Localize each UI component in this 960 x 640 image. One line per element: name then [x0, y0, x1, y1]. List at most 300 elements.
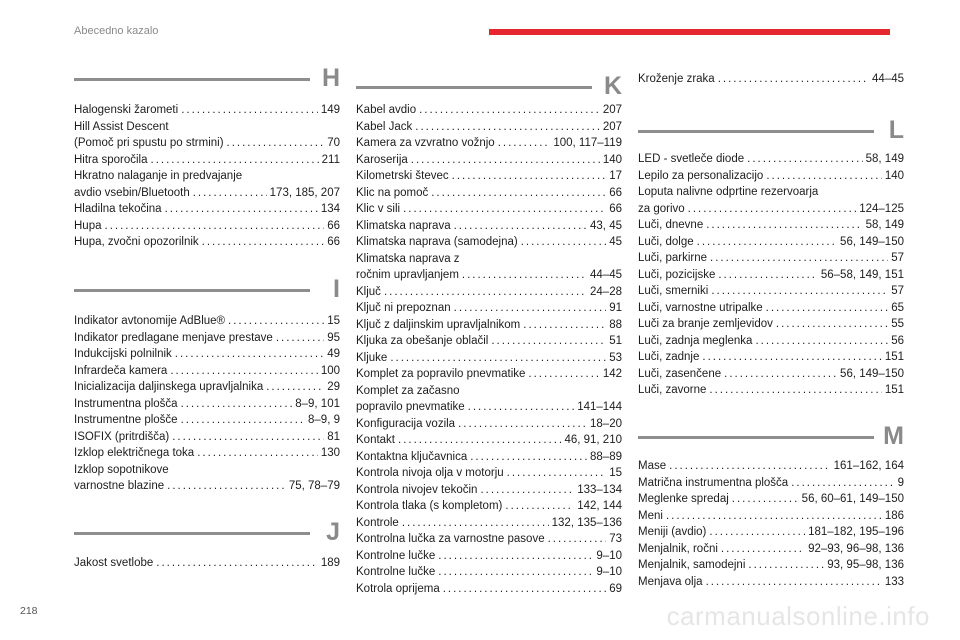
letter-rule	[74, 289, 310, 292]
dot-leader	[732, 491, 799, 508]
index-entry	[356, 168, 622, 185]
dot-leader	[458, 416, 587, 433]
letter-rule	[74, 532, 310, 535]
entries-l	[638, 151, 904, 399]
letter-heading-i	[74, 277, 340, 307]
index-entry-pages: 57	[891, 285, 904, 297]
index-entry	[356, 135, 622, 152]
index-entry-label: Kontrola nivoja olja v motorju	[356, 467, 504, 479]
dot-leader	[276, 330, 324, 347]
index-entry-pages: 55	[891, 318, 904, 330]
index-entry-pages: 95	[327, 331, 340, 344]
index-entry-lead: Hkratno nalaganje in predvajanje	[74, 170, 243, 182]
letter-rule	[638, 436, 874, 439]
index-entry-pages: 9–10	[596, 566, 622, 578]
index-entry	[74, 412, 340, 429]
dot-leader	[748, 557, 824, 574]
index-entry-pages: 56, 149–150	[840, 235, 904, 248]
entries-k-continued	[638, 71, 904, 88]
index-entry-pages: 92–93, 96–98, 136	[808, 542, 904, 555]
dot-leader	[718, 71, 869, 88]
dot-leader	[724, 366, 837, 383]
index-entry-label: avdio vsebin/Bluetooth	[74, 186, 190, 199]
index-entry-label: Ključ	[356, 285, 381, 298]
index-entry-label: popravilo pnevmatike	[356, 401, 465, 413]
dot-leader	[462, 267, 587, 284]
index-entry	[74, 330, 340, 347]
dot-leader	[718, 267, 818, 284]
index-entry-label: Klic v sili	[356, 203, 401, 215]
index-entry-pages: 207	[602, 104, 622, 116]
index-entry-label: Ključ z daljinskim upravljalnikom	[356, 318, 521, 331]
letter-j: J	[326, 518, 340, 546]
index-entry	[638, 508, 904, 525]
dot-leader	[454, 218, 587, 235]
index-entry-pages: 15	[327, 315, 340, 327]
index-entry-label: varnostne blazine	[74, 480, 165, 492]
index-entry-pages: 181–182, 195–196	[808, 526, 904, 538]
dot-leader	[431, 185, 606, 202]
index-entry-label: Hupa	[74, 219, 102, 232]
index-entry-label: Luči za branje zemljevidov	[638, 318, 773, 330]
index-entry-label: Kabel avdio	[356, 104, 417, 116]
index-entry	[356, 119, 622, 136]
index-entry	[74, 346, 340, 363]
index-entry-pages: 142, 144	[577, 500, 622, 512]
index-entry	[638, 201, 904, 218]
index-entry-pages: 132, 135–136	[551, 516, 622, 529]
index-entry	[356, 531, 622, 548]
index-entry	[356, 234, 622, 251]
page-number: 218	[20, 605, 38, 617]
index-entry	[356, 399, 622, 416]
index-entry-pages: 140	[602, 153, 622, 166]
index-entry-label: Luči, parkirne	[638, 252, 708, 264]
entries-i	[74, 313, 340, 495]
index-entry	[356, 581, 622, 598]
letter-heading-j	[74, 520, 340, 550]
dot-leader	[443, 581, 606, 598]
index-entry	[356, 482, 622, 499]
entries-m	[638, 458, 904, 590]
dot-leader	[228, 313, 324, 330]
dot-leader	[711, 283, 888, 300]
index-entry-label: Luči, varnostne utripalke	[638, 301, 763, 314]
index-entry-label: Kontrolne lučke	[356, 549, 436, 562]
index-entry	[356, 300, 622, 317]
dot-leader	[175, 346, 324, 363]
index-entry-label: Kilometrski števec	[356, 170, 449, 182]
index-entry-pages: 173, 185, 207	[269, 186, 340, 199]
index-entry-label: Kontrola tlaka (s kompletom)	[356, 500, 503, 512]
dot-leader	[507, 465, 607, 482]
index-entry-pages: 53	[609, 351, 622, 364]
dot-leader	[384, 284, 587, 301]
index-entry-label: Kroženje zraka	[638, 73, 715, 85]
dot-leader	[156, 555, 318, 572]
index-entry-label: LED - svetleče diode	[638, 153, 745, 165]
index-entry	[356, 218, 622, 235]
dot-leader	[669, 458, 831, 475]
index-entry	[638, 283, 904, 300]
dot-leader	[697, 234, 837, 251]
index-entry	[356, 498, 622, 515]
index-entry-pages: 8–9, 101	[295, 397, 340, 410]
index-entry	[356, 564, 622, 581]
index-entry-pages: 211	[321, 153, 340, 166]
dot-leader	[398, 432, 561, 449]
index-entry-pages: 17	[609, 170, 622, 182]
index-entry-pages: 56, 149–150	[840, 367, 904, 380]
index-entry	[638, 71, 904, 88]
index-entry-pages: 134	[320, 203, 340, 215]
dot-leader	[181, 102, 318, 119]
dot-leader	[411, 152, 600, 169]
dot-leader	[167, 478, 286, 495]
index-entry-label: za gorivo	[638, 202, 685, 215]
index-entry-pages: 88–89	[590, 450, 622, 463]
letter-l: L	[888, 116, 904, 144]
index-entry	[356, 201, 622, 218]
letter-heading-k	[356, 74, 622, 104]
index-entry	[638, 234, 904, 251]
letter-m: M	[883, 422, 904, 450]
index-entry	[638, 475, 904, 492]
index-entry-lead: Hill Assist Descent	[74, 120, 169, 133]
index-entry	[638, 316, 904, 333]
letter-k: K	[603, 72, 622, 100]
index-entry	[638, 349, 904, 366]
index-entry-pages: 44–45	[872, 73, 904, 85]
index-entry-pages: 124–125	[859, 202, 904, 215]
index-entry-label: Lepilo za personalizacijo	[638, 169, 764, 182]
index-entry	[74, 555, 340, 572]
index-entry-pages: 56–58, 149, 151	[820, 268, 904, 281]
index-entry-pages: 65	[891, 301, 904, 314]
index-entry-pages: 46, 91, 210	[564, 434, 622, 446]
index-entry-label: Karoserija	[356, 153, 408, 166]
index-entry-pages: 186	[884, 509, 904, 522]
index-entry	[356, 267, 622, 284]
dot-leader	[452, 168, 607, 185]
index-entry-label: Kontrolna lučka za varnostne pasove	[356, 533, 545, 545]
index-entry	[74, 313, 340, 330]
index-entry-lead: Komplet za začasno	[356, 384, 460, 397]
dot-leader	[193, 185, 267, 202]
dot-leader	[266, 379, 324, 396]
index-entry-label: Luči, zadnje	[638, 351, 700, 363]
index-entry-pages: 66	[327, 236, 340, 248]
letter-rule	[356, 86, 592, 89]
index-entry	[638, 250, 904, 267]
dot-leader	[390, 350, 606, 367]
index-entry	[356, 350, 622, 367]
index-entry	[638, 524, 904, 541]
index-entry-label: Luči, pozicijske	[638, 268, 716, 281]
header-accent-bar	[489, 29, 890, 35]
index-entry-pages: 207	[602, 120, 622, 133]
index-entry-pages: 51	[609, 335, 622, 347]
index-entry-label: Klimatska naprava (samodejna)	[356, 236, 518, 248]
index-entry-pages: 140	[884, 169, 904, 182]
index-entry-label: Matrična instrumentna plošča	[638, 476, 789, 489]
index-entry-pages: 75, 78–79	[288, 480, 340, 492]
letter-rule	[74, 78, 310, 81]
index-entry	[74, 201, 340, 218]
index-entry-label: Menjalnik, ročni	[638, 542, 718, 555]
index-entry-label: Hupa, zvočni opozorilnik	[74, 236, 199, 248]
index-entry	[356, 102, 622, 119]
dot-leader	[747, 151, 863, 168]
index-entry-pages: 70	[327, 137, 340, 149]
dot-leader	[548, 531, 607, 548]
letter-rule	[638, 130, 874, 133]
index-entry-label: Kljuke	[356, 351, 388, 364]
index-entry-label: Klimatska naprava	[356, 219, 451, 232]
entries-j	[74, 555, 340, 572]
dot-leader	[706, 574, 882, 591]
dot-leader	[721, 541, 805, 558]
dot-leader	[402, 515, 549, 532]
dot-leader	[523, 317, 606, 334]
index-entry-label: Instrumentna plošča	[74, 397, 178, 410]
index-entry-label: Kotrola oprijema	[356, 582, 440, 595]
index-entry-pages: 73	[609, 533, 622, 545]
dot-leader	[470, 449, 587, 466]
index-entry-pages: 189	[320, 557, 340, 569]
dot-leader	[170, 363, 317, 380]
index-entry	[74, 135, 340, 152]
index-entry	[74, 234, 340, 251]
index-entry	[74, 102, 340, 119]
index-entry-label: Infrardeča kamera	[74, 364, 168, 377]
index-entry	[356, 548, 622, 565]
index-entry-pages: 91	[609, 302, 622, 314]
index-entry-pages: 9–10	[596, 549, 622, 562]
index-entry	[74, 379, 340, 396]
index-entry-pages: 141–144	[577, 401, 622, 413]
index-entry-label: Luči, zavorne	[638, 384, 707, 396]
index-entry-label: Kamera za vzvratno vožnjo	[356, 137, 495, 149]
index-entry-pages: 66	[609, 203, 622, 215]
dot-leader	[755, 333, 888, 350]
index-entry-label: Indukcijski polnilnik	[74, 348, 172, 360]
index-entry-label: Meniji (avdio)	[638, 526, 707, 538]
letter-heading-h	[74, 66, 340, 96]
index-entry-pages: 57	[891, 252, 904, 264]
letter-heading-l	[638, 118, 904, 148]
dot-leader	[468, 399, 575, 416]
index-entry-pages: 130	[320, 447, 340, 459]
index-entry	[74, 363, 340, 380]
index-entry	[356, 432, 622, 449]
dot-leader	[666, 508, 882, 525]
dot-leader	[438, 548, 593, 565]
index-entry-label: Kontrole	[356, 516, 399, 529]
index-entry-pages: 56, 60–61, 149–150	[801, 493, 904, 505]
index-entry-label: Instrumentne plošče	[74, 414, 178, 426]
index-entry-pages: 66	[609, 186, 622, 199]
dot-leader	[151, 152, 319, 169]
index-entry-label: Izklop električnega toka	[74, 447, 195, 459]
index-entry	[638, 168, 904, 185]
index-entry-pages: 161–162, 164	[833, 460, 904, 472]
index-entry-pages: 81	[327, 430, 340, 443]
index-entry-label: ISOFIX (pritrdišča)	[74, 430, 170, 443]
index-entry	[638, 300, 904, 317]
index-entry-label: Inicializacija daljinskega upravljalnika	[74, 381, 264, 393]
dot-leader	[197, 445, 318, 462]
index-entry-label: Menjalnik, samodejni	[638, 559, 746, 571]
dot-leader	[702, 349, 881, 366]
dot-leader	[415, 119, 600, 136]
dot-leader	[498, 135, 551, 152]
index-entry-label: Hitra sporočila	[74, 153, 148, 166]
header-title: Abecedno kazalo	[74, 25, 159, 37]
dot-leader	[491, 333, 606, 350]
index-entry-pages: 149	[320, 104, 340, 116]
watermark: carmanualsonline.info	[666, 601, 930, 631]
dot-leader	[172, 429, 324, 446]
dot-leader	[454, 300, 607, 317]
dot-leader	[105, 218, 325, 235]
index-entry-label: Luči, zasenčene	[638, 367, 722, 380]
index-entry	[638, 491, 904, 508]
index-entry-label: Ključ ni prepoznan	[356, 302, 451, 314]
index-entry-pages: 43, 45	[590, 219, 622, 232]
index-entry	[74, 396, 340, 413]
dot-leader	[403, 201, 606, 218]
dot-leader	[766, 300, 889, 317]
index-entry-pages: 93, 95–98, 136	[827, 559, 904, 571]
dot-leader	[227, 135, 325, 152]
index-entry-pages: 56	[891, 334, 904, 347]
dot-leader	[181, 396, 293, 413]
index-entry-label: Halogenski žarometi	[74, 104, 179, 116]
index-entry-label: Indikator avtonomije AdBlue®	[74, 315, 226, 327]
index-entry	[638, 574, 904, 591]
index-entry	[356, 152, 622, 169]
index-entry-pages: 100	[320, 364, 340, 377]
index-entry-label: Meglenke spredaj	[638, 493, 729, 505]
dot-leader	[528, 366, 599, 383]
letter-h: H	[321, 64, 340, 92]
entries-k	[356, 102, 622, 597]
index-entry-pages: 88	[609, 318, 622, 331]
index-entry-label: Luči, dnevne	[638, 219, 704, 231]
index-entry-lead: Loputa nalivne odprtine rezervoarja	[638, 186, 819, 198]
index-entry-pages: 133–134	[577, 483, 622, 496]
index-entry	[74, 218, 340, 235]
index-entry-pages: 15	[609, 467, 622, 479]
index-entry-label: Kljuka za obešanje oblačil	[356, 335, 489, 347]
index-entry-pages: 66	[327, 219, 340, 232]
index-entry	[74, 445, 340, 462]
dot-leader	[438, 564, 593, 581]
index-entry-label: Kontaktna ključavnica	[356, 450, 468, 463]
index-entry-label: Menjava olja	[638, 575, 703, 588]
index-entry	[638, 458, 904, 475]
dot-leader	[791, 475, 894, 492]
index-entry-label: Jakost svetlobe	[74, 557, 154, 569]
index-entry-label: Konfiguracija vozila	[356, 417, 456, 430]
dot-leader	[709, 524, 805, 541]
index-entry	[638, 366, 904, 383]
index-entry-label: Meni	[638, 509, 663, 522]
dot-leader	[521, 234, 606, 251]
index-entry-lead: Izklop sopotnikove	[74, 463, 169, 476]
index-entry-label: Klic na pomoč	[356, 186, 429, 199]
index-entry-label: Mase	[638, 460, 667, 472]
index-entry	[356, 185, 622, 202]
index-entry-label: Komplet za popravilo pnevmatike	[356, 368, 526, 380]
index-entry-pages: 24–28	[590, 285, 622, 298]
dot-leader	[688, 201, 857, 218]
index-entry-label: Luči, dolge	[638, 235, 694, 248]
index-entry	[356, 333, 622, 350]
dot-leader	[165, 201, 318, 218]
index-entry-pages: 18–20	[590, 417, 622, 430]
index-entry-pages: 58, 149	[865, 153, 904, 165]
index-entry-label: Kontakt	[356, 434, 395, 446]
index-entry-label: Kontrolne lučke	[356, 566, 436, 578]
index-entry-label: (Pomoč pri spustu po strmini)	[74, 137, 224, 149]
index-entry-pages: 151	[884, 384, 904, 396]
index-entry-pages: 58, 149	[865, 219, 904, 231]
dot-leader	[419, 102, 600, 119]
index-entry-label: Luči, zadnja meglenka	[638, 334, 753, 347]
index-entry-label: ročnim upravljanjem	[356, 269, 459, 281]
dot-leader	[710, 250, 888, 267]
index-entry-pages: 29	[327, 381, 340, 393]
index-entry-pages: 45	[609, 236, 622, 248]
index-entry	[638, 541, 904, 558]
index-entry-lead: Klimatska naprava z	[356, 252, 460, 265]
index-entry-pages: 69	[609, 582, 622, 595]
index-entry	[356, 284, 622, 301]
index-entry	[356, 317, 622, 334]
dot-leader	[776, 316, 888, 333]
dot-leader	[480, 482, 574, 499]
index-entry	[356, 416, 622, 433]
index-entry	[356, 366, 622, 383]
entries-h	[74, 102, 340, 251]
index-entry	[638, 151, 904, 168]
index-entry-pages: 133	[884, 575, 904, 588]
index-entry	[638, 333, 904, 350]
index-entry-pages: 49	[327, 348, 340, 360]
index-entry	[638, 557, 904, 574]
letter-heading-m	[638, 424, 904, 454]
index-entry-pages: 9	[897, 476, 904, 489]
index-entry-pages: 142	[602, 368, 622, 380]
index-entry	[356, 465, 622, 482]
index-entry-label: Kabel Jack	[356, 120, 413, 133]
dot-leader	[202, 234, 325, 251]
index-entry-label: Luči, smerniki	[638, 285, 709, 297]
index-entry-pages: 44–45	[590, 269, 622, 281]
index-entry-label: Indikator predlagane menjave prestave	[74, 331, 273, 344]
index-entry-pages: 100, 117–119	[553, 137, 622, 149]
index-entry-label: Hladilna tekočina	[74, 203, 162, 215]
index-entry	[356, 515, 622, 532]
index-entry-pages: 8–9, 9	[308, 414, 340, 426]
index-entry	[638, 217, 904, 234]
index-entry	[74, 152, 340, 169]
dot-leader	[706, 217, 862, 234]
index-entry	[74, 429, 340, 446]
dot-leader	[181, 412, 305, 429]
